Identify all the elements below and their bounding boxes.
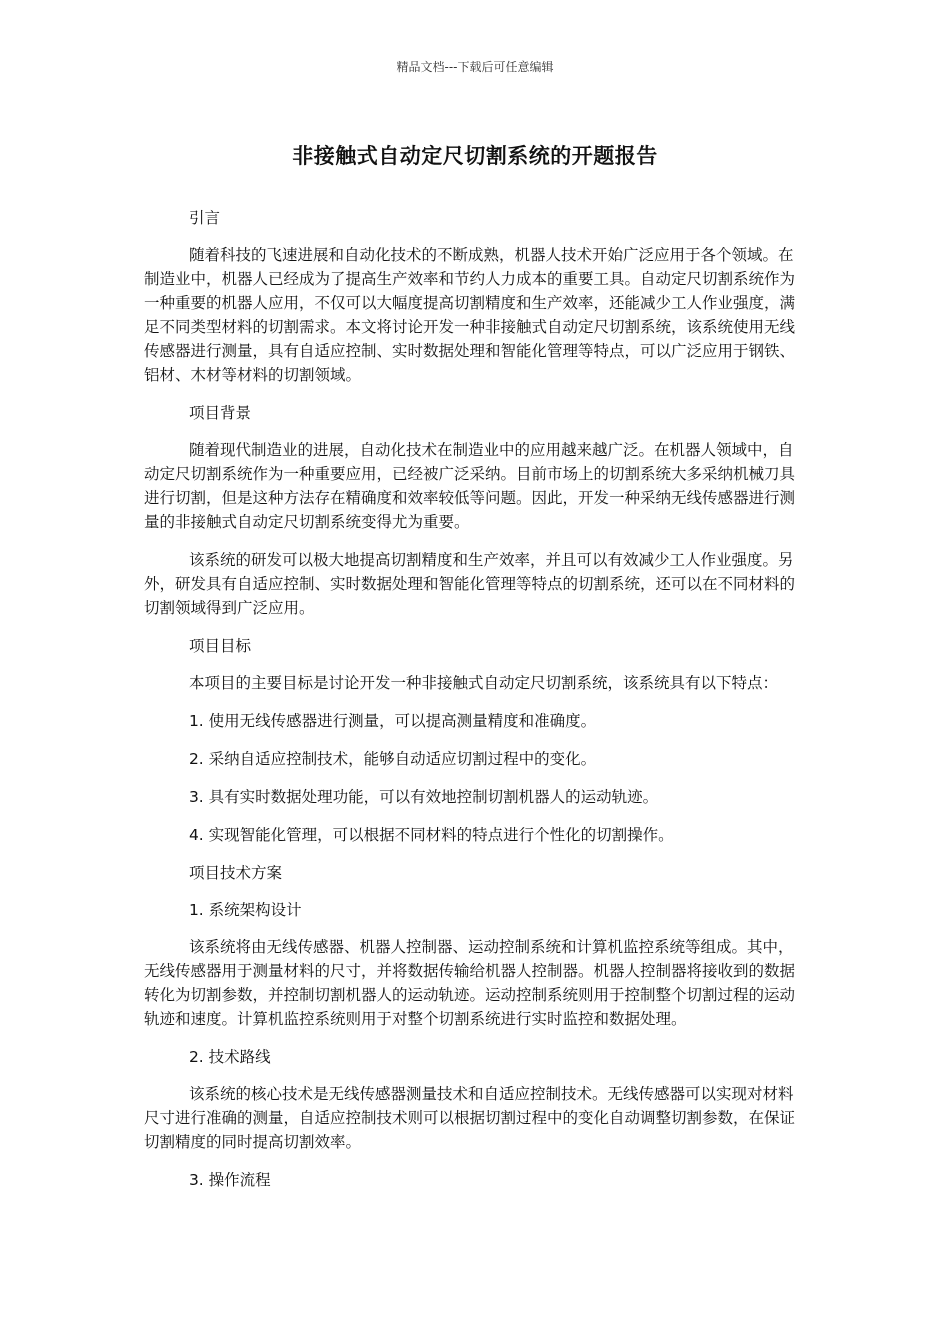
list-item-goal-2: 2. 采纳自适应控制技术，能够自动适应切割过程中的变化。 [188, 750, 597, 768]
section-heading-background: 项目背景 [188, 404, 251, 422]
section-heading-goals: 项目目标 [188, 637, 251, 655]
document-body [144, 206, 808, 1205]
list-item-goal-1: 1. 使用无线传感器进行测量，可以提高测量精度和准确度。 [188, 712, 597, 730]
subheading-architecture: 1. 系统架构设计 [188, 901, 302, 919]
section-heading-tech-plan: 项目技术方案 [188, 864, 282, 882]
paragraph-background-2: 该系统的研发可以极大地提高切割精度和生产效率，并且可以有效减少工人作业强度。另外，研发具有自适应控制、实时数据处理和智能化管理等特点的切割系统，还可以在不同材料的切割领域得到广泛应用。 [144, 551, 796, 617]
paragraph-tech-route: 该系统的核心技术是无线传感器测量技术和自适应控制技术。无线传感器可以实现对材料尺寸进行准确的测量，自适应控制技术则可以根据切割过程中的变化自动调整切割参数，在保证切割精度的同时提高切割效率。 [144, 1085, 796, 1151]
subheading-operation-flow: 3. 操作流程 [188, 1171, 271, 1189]
document-title: 非接触式自动定尺切割系统的开题报告 [292, 144, 658, 168]
paragraph-background-1: 随着现代制造业的进展，自动化技术在制造业中的应用越来越广泛。在机器人领域中，自动定尺切割系统作为一种重要应用，已经被广泛采纳。目前市场上的切割系统大多采纳机械刀具进行切割，但是这种方法存在精确度和效率较低等问题。因此，开发一种采纳无线传感器进行测量的非接触式自动定尺切割系统变得尤为重要。 [144, 441, 796, 531]
list-item-goal-4: 4. 实现智能化管理，可以根据不同材料的特点进行个性化的切割操作。 [188, 826, 674, 844]
paragraph-goals: 本项目的主要目标是讨论开发一种非接触式自动定尺切割系统，该系统具有以下特点： [188, 674, 778, 692]
paragraph-intro: 随着科技的飞速进展和自动化技术的不断成熟，机器人技术开始广泛应用于各个领域。在制造业中，机器人已经成为了提高生产效率和节约人力成本的重要工具。自动定尺切割系统作为一种重要的机器人应用，不仅可以大幅度提高切割精度和生产效率，还能减少工人作业强度，满足不同类型材料的切割需求。本文将讨论开发一种非接触式自动定尺切割系统，该系统使用无线传感器进行测量，具有自适应控制、实时数据处理和智能化管理等特点，可以广泛应用于钢铁、铝材、木材等材料的切割领域。 [144, 246, 796, 384]
paragraph-architecture: 该系统将由无线传感器、机器人控制器、运动控制系统和计算机监控系统等组成。其中，无线传感器用于测量材料的尺寸，并将数据传输给机器人控制器。机器人控制器将接收到的数据转化为切割参数，并控制切割机器人的运动轨迹。运动控制系统则用于控制整个切割过程的运动轨迹和速度。计算机监控系统则用于对整个切割系统进行实时监控和数据处理。 [144, 938, 796, 1028]
section-heading-intro: 引言 [188, 209, 220, 227]
list-item-goal-3: 3. 具有实时数据处理功能，可以有效地控制切割机器人的运动轨迹。 [188, 788, 659, 806]
subheading-tech-route: 2. 技术路线 [188, 1048, 271, 1066]
page-header: 精品文档---下载后可任意编辑 [396, 60, 554, 74]
